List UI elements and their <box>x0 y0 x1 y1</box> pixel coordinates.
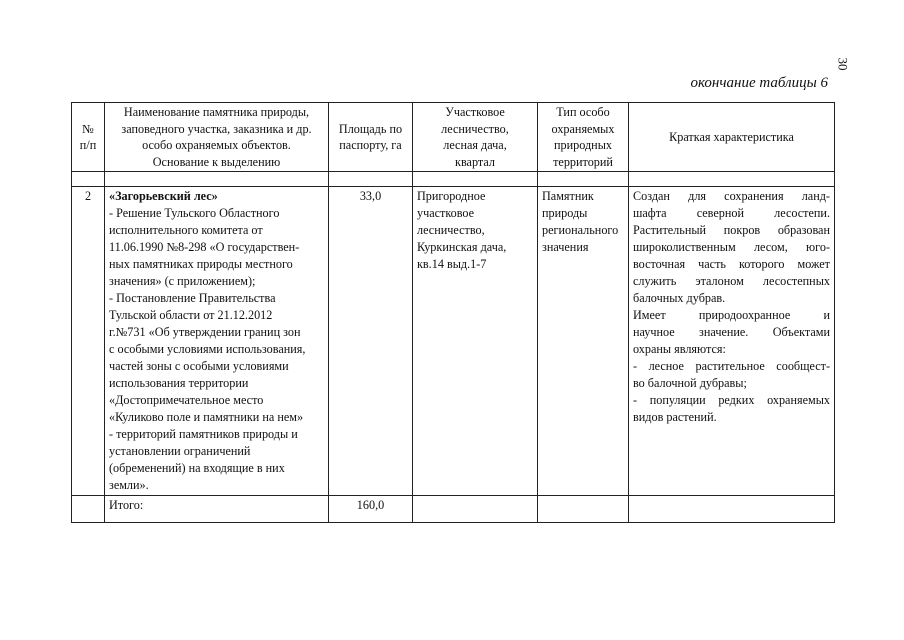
text-line: использования территории <box>109 376 249 390</box>
text-line: с особыми условиями использования, <box>109 342 306 356</box>
text-line: лесничество, <box>417 223 485 237</box>
text-line: 11.06.1990 №8-298 «О государствен- <box>109 240 300 254</box>
text-line: Основание к выделению <box>152 154 281 169</box>
row-forestry-cell <box>413 187 538 496</box>
text-line: земли». <box>109 478 149 492</box>
row-desc-lines <box>633 188 830 426</box>
row-name-cell <box>105 187 329 496</box>
header-type <box>538 103 629 172</box>
page-number: 30 <box>835 57 851 71</box>
total-row <box>72 496 835 523</box>
desc-line: шафта северной лесостепи. <box>633 206 830 220</box>
text-line: установлении ограничений <box>109 444 251 458</box>
header-forestry-lines <box>416 104 534 170</box>
desc-line: во балочной дубравы; <box>633 376 747 390</box>
header-num <box>72 103 105 172</box>
desc-line: охраны являются: <box>633 342 726 356</box>
desc-line: научное значение. Объектами <box>633 325 830 339</box>
text-line: Площадь по <box>338 121 403 136</box>
text-line: заповедного участка, заказника и др. <box>121 121 312 136</box>
text-line: паспорту, га <box>339 138 402 152</box>
text-line: частей зоны с особыми условиями <box>109 359 289 373</box>
text-line: Тип особо <box>556 105 610 119</box>
text-line: Тульской области от 21.12.2012 <box>109 308 273 322</box>
text-line: «Достопримечательное место <box>109 393 264 407</box>
total-area: 160,0 <box>329 496 413 523</box>
text-line: природных <box>554 138 612 152</box>
header-desc: Краткая характеристика <box>629 103 835 172</box>
text-line: - территорий памятников природы и <box>109 427 298 441</box>
row-area: 33,0 <box>329 187 413 496</box>
text-line: особо охраняемых объектов. <box>142 138 291 152</box>
header-forestry <box>413 103 538 172</box>
text-line: «Куликово поле и памятники на нем» <box>109 410 304 424</box>
text-line: - Решение Тульского Областного <box>109 206 280 220</box>
text-line: кв.14 выд.1-7 <box>417 257 487 271</box>
row-desc-cell <box>629 187 835 496</box>
protected-areas-table <box>71 102 835 523</box>
row-num: 2 <box>72 187 105 496</box>
desc-line: служить эталоном лесостепных <box>633 274 830 288</box>
desc-line: - лесное растительное сообщест- <box>633 359 830 373</box>
text-line: - Постановление Правительства <box>109 291 276 305</box>
text-line: (обременений) на входящие в них <box>109 461 285 475</box>
desc-line: широколиственным лесом, юго- <box>633 240 830 254</box>
spacer-row <box>72 172 835 187</box>
table-row <box>72 187 835 496</box>
desc-line: балочных дубрав. <box>633 291 726 305</box>
text-line: Наименование памятника природы, <box>123 105 310 119</box>
text-line: Куркинская дача, <box>417 240 507 254</box>
row-type-lines <box>542 188 624 256</box>
text-line: Памятник <box>542 189 594 203</box>
header-row <box>72 103 835 172</box>
text-line: значения <box>542 240 589 254</box>
text-line: лесная дача, <box>443 138 507 152</box>
desc-line: Растительный покров образован <box>633 223 830 237</box>
header-area-lines <box>332 121 409 154</box>
total-label: Итого: <box>105 496 329 523</box>
text-line: природы <box>542 206 588 220</box>
text-line: № <box>82 121 94 136</box>
desc-line: Создан для сохранения ланд- <box>633 189 830 203</box>
row-title: «Загорьевский лес» <box>109 189 218 203</box>
header-area <box>329 103 413 172</box>
row-type-cell <box>538 187 629 496</box>
desc-line: - популяции редких охраняемых <box>633 393 830 407</box>
text-line: п/п <box>79 138 97 152</box>
text-line: лесничество, <box>441 121 509 136</box>
row-forestry-lines <box>417 188 533 273</box>
text-line: регионального <box>542 223 619 237</box>
text-line: значения» (с приложением); <box>109 274 256 288</box>
header-name <box>105 103 329 172</box>
table-caption: окончание таблицы 6 <box>690 75 828 91</box>
text-line: территорий <box>553 154 613 169</box>
text-line: исполнительного комитета от <box>109 223 263 237</box>
text-line: участковое <box>417 206 475 220</box>
header-name-lines <box>108 104 325 170</box>
text-line: квартал <box>455 154 495 169</box>
desc-line: восточная часть которого может <box>633 257 830 271</box>
text-line: ных памятниках природы местного <box>109 257 293 271</box>
text-line: г.№731 «Об утверждении границ зон <box>109 325 301 339</box>
header-type-lines <box>541 104 625 170</box>
header-num-lines <box>75 121 101 154</box>
text-line: Пригородное <box>417 189 486 203</box>
desc-line: видов растений. <box>633 410 717 424</box>
text-line: охраняемых <box>551 121 615 136</box>
text-line: Участковое <box>445 105 505 119</box>
row-basis-lines <box>109 205 324 494</box>
desc-line: Имеет природоохранное и <box>633 308 830 322</box>
